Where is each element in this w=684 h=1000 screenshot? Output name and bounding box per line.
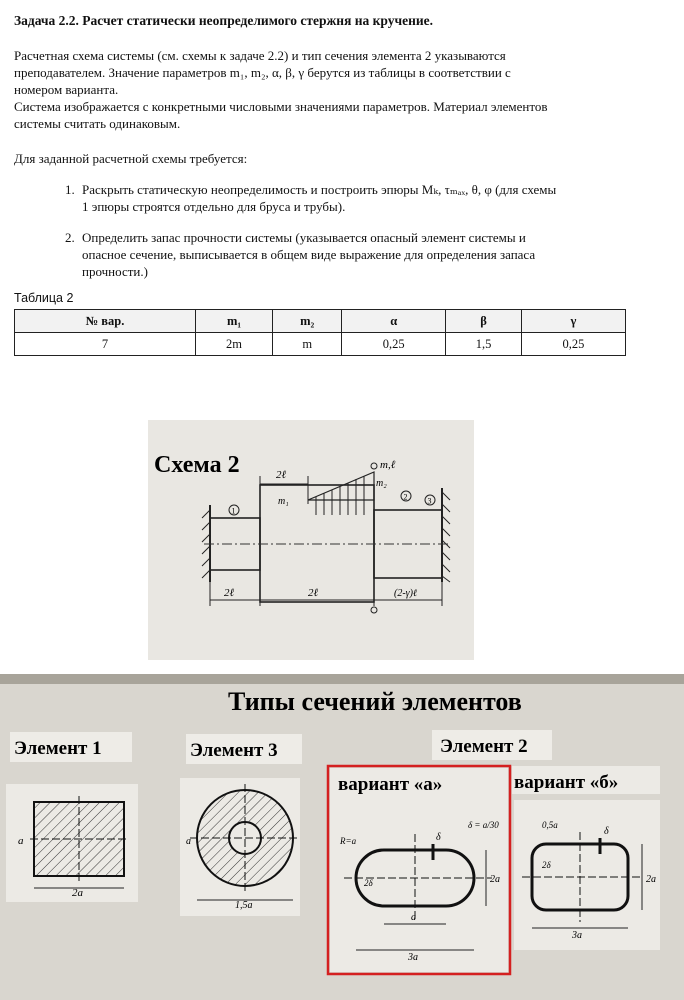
requirement-list: [14, 181, 670, 280]
scheme-drawing: [148, 420, 474, 660]
req2-line3: прочности.): [82, 264, 148, 279]
header-beta: β: [446, 310, 522, 333]
scheme-seg1: 2ℓ: [224, 587, 235, 599]
req1-line2: 1 эпюры строятся отдельно для бруса и трубы).: [82, 199, 346, 214]
req2-line1: Определить запас прочности системы (указывается опасный элемент системы и: [82, 230, 526, 245]
para1-line3: номером варианта.: [14, 82, 119, 97]
sections-title: Типы сечений элементов: [228, 687, 522, 716]
sections-drawing: [0, 674, 684, 1000]
va-inner-dim: a: [411, 912, 416, 923]
task-title: Задача 2.2. Расчет статически неопределимого стержня на кручение.: [14, 13, 434, 28]
va-delta-dim: δ: [436, 832, 441, 843]
table-caption: Таблица 2: [14, 291, 74, 305]
para1-line1: Расчетная схема системы (см. схемы к задаче 2.2) и тип сечения элемента 2 указываются: [14, 48, 506, 63]
scheme-num-3: 3: [427, 496, 432, 506]
e3-height-dim: a: [186, 836, 191, 847]
cell-gamma: 0,25: [521, 333, 625, 356]
element3-label: Элемент 3: [190, 740, 278, 761]
variant-b-label: вариант «б»: [514, 772, 619, 793]
e3-diameter-dim: 1,5a: [235, 900, 253, 911]
cell-alpha: 0,25: [342, 333, 446, 356]
vb-2delta-dim: 2δ: [542, 860, 551, 870]
header-variant: № вар.: [15, 310, 196, 333]
header-m2: m₂: [273, 310, 342, 333]
variant-a-label: вариант «а»: [338, 774, 443, 795]
va-height-dim: 2a: [490, 874, 500, 885]
element1-label: Элемент 1: [14, 738, 102, 759]
task-document: [14, 8, 670, 356]
requirement-intro: Для заданной расчетной схемы требуется:: [14, 151, 248, 166]
requirement-item-2: [78, 229, 670, 280]
va-delta-eq: δ = a/30: [468, 820, 499, 830]
scheme-m1: m₁: [278, 496, 289, 507]
req1-line1: Раскрыть статическую неопределимость и построить эпюры Mₖ, τₘₐₓ, θ, φ (для схемы: [82, 182, 557, 197]
va-total-dim: 3a: [408, 952, 418, 963]
header-alpha: α: [342, 310, 446, 333]
para2-line2: системы считать одинаковым.: [14, 116, 181, 131]
va-2delta-dim: 2δ: [364, 878, 373, 888]
scheme-num-2: 2: [403, 492, 408, 502]
scheme-m2: m₂: [376, 478, 387, 489]
parameters-table: [14, 309, 626, 356]
header-m1: m₁: [195, 310, 272, 333]
header-gamma: γ: [521, 310, 625, 333]
cell-m1: 2m: [195, 333, 272, 356]
e1-height-dim: a: [18, 835, 24, 847]
table-header-row: [15, 310, 626, 333]
cell-beta: 1,5: [446, 333, 522, 356]
vb-height-dim: 2a: [646, 874, 656, 885]
para1-line2: преподавателем. Значение параметров m₁, m₂, α, β, γ берутся из таблицы в соответствии с: [14, 65, 511, 80]
cell-variant: 7: [15, 333, 196, 356]
element2-label: Элемент 2: [440, 736, 528, 757]
scheme-num-1: 1: [231, 506, 236, 516]
vb-delta-dim: δ: [604, 826, 609, 837]
para2-line1: Система изображается с конкретными числовыми значениями параметров. Материал элементов: [14, 99, 548, 114]
scheme-top-dim: 2ℓ: [276, 469, 287, 481]
scheme-seg2: 2ℓ: [308, 587, 319, 599]
req2-line2: опасное сечение, выписывается в общем виде выражение для определения запаса: [82, 247, 536, 262]
requirement-item-1: [78, 181, 670, 215]
scheme-ml: m,ℓ: [380, 459, 396, 471]
va-radius-dim: R=a: [340, 836, 357, 846]
cell-m2: m: [273, 333, 342, 356]
sections-photo: [0, 674, 684, 1000]
vb-radius-dim: 0,5a: [542, 820, 558, 830]
table-row: [15, 333, 626, 356]
e1-width-dim: 2a: [72, 887, 83, 899]
scheme-photo: [148, 420, 474, 660]
scheme-title: Схема 2: [154, 452, 240, 478]
scheme-seg3: (2-γ)ℓ: [394, 588, 418, 599]
vb-width-dim: 3a: [572, 930, 582, 941]
